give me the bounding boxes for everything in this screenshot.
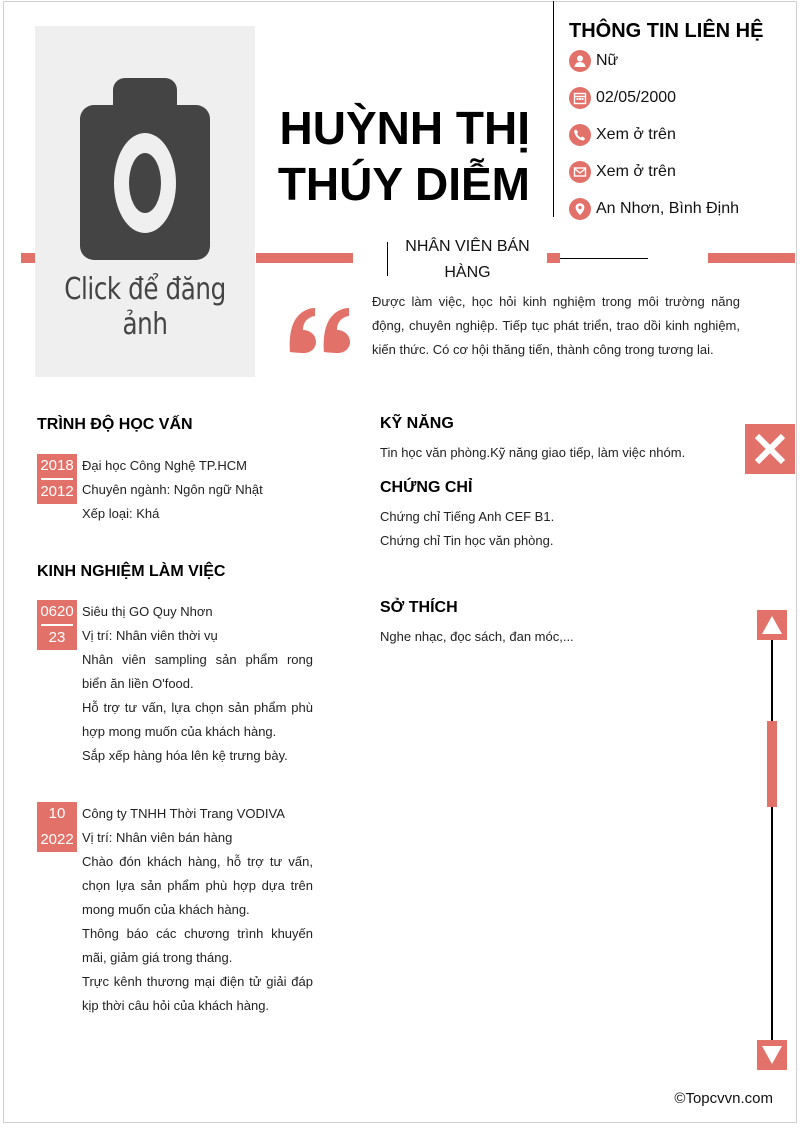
job-title-divider: [387, 242, 388, 276]
experience-date-1: [37, 600, 77, 650]
job-title-line-1: NHÂN VIÊN BÁN: [405, 238, 530, 255]
career-objective: Được làm việc, học hỏi kinh nghiệm trong môi trường năng động, chuyên nghiệp. Tiếp tục phát triển, trao dồi kinh nghiệm, kiến thức. Có cơ hội thăng tiến, thành công trong tương lai.: [372, 294, 740, 357]
experience-2-position: Vị trí: Nhân viên bán hàng: [82, 830, 233, 845]
experience-2-duty: Chào đón khách hàng, hỗ trợ tư vấn, chọn lựa sản phẩm phù hợp dựa trên mong muốn của khách hàng.: [82, 854, 313, 917]
skills-title: KỸ NĂNG: [380, 415, 454, 432]
education-date: [37, 454, 77, 504]
education-school: Đại học Công Nghệ TP.HCM: [82, 458, 247, 473]
education-date-top: 2018: [40, 457, 74, 474]
scroll-thumb[interactable]: [767, 721, 777, 807]
arrow-up-icon: [762, 616, 782, 634]
scroll-track[interactable]: [771, 640, 773, 1040]
phone-text: Xem ở trên: [596, 126, 676, 143]
experience-2-duty: Trực kênh thương mại điện tử giải đáp kịp thời câu hỏi của khách hàng.: [82, 974, 313, 1013]
experience-2-date-top: 10: [48, 805, 66, 822]
education-major: Chuyên ngành: Ngôn ngữ Nhật: [82, 482, 263, 497]
accent-bar-mid: [256, 253, 353, 263]
footer-watermark: ©Topcvvn.com: [674, 1090, 773, 1107]
camera-lens-inner: [129, 153, 161, 213]
scroll-down-button[interactable]: [757, 1040, 787, 1070]
name-line-1: HUỲNH THỊ: [279, 102, 530, 154]
full-name: [270, 100, 530, 212]
contact-title: THÔNG TIN LIÊN HỆ: [569, 20, 764, 42]
experience-2-duty: Thông báo các chương trình khuyến mãi, giảm giá trong tháng.: [82, 926, 313, 965]
arrow-down-icon: [762, 1046, 782, 1064]
certificates-title: CHỨNG CHỈ: [380, 479, 473, 496]
experience-entry-1: [82, 600, 313, 768]
job-title-line-2: HÀNG: [444, 264, 491, 281]
experience-1-duty: Nhân viên sampling sản phẩm rong biển ăn liền O'food.: [82, 652, 313, 691]
experience-2-company: Công ty TNHH Thời Trang VODIVA: [82, 806, 285, 821]
address-text: An Nhơn, Bình Định: [596, 200, 740, 217]
accent-bar-left: [21, 253, 35, 263]
certificate-item: Chứng chỉ Tiếng Anh CEF B1.: [380, 509, 555, 524]
calendar-icon: [569, 87, 591, 109]
contact-phone: [569, 123, 676, 147]
photo-upload-label[interactable]: Click để đăng ảnh: [64, 272, 226, 342]
hobbies-text: Nghe nhạc, đọc sách, đan móc,...: [380, 629, 574, 644]
education-date-bottom: 2012: [40, 483, 74, 500]
education-title: TRÌNH ĐỘ HỌC VẤN: [37, 416, 193, 433]
experience-2-date-bottom: 2022: [40, 831, 74, 848]
name-line-2: THÚY DIỄM: [277, 158, 530, 210]
email-text: Xem ở trên: [596, 163, 676, 180]
experience-title: KINH NGHIỆM LÀM VIỆC: [37, 563, 226, 580]
close-button[interactable]: [745, 424, 795, 474]
thin-line: [560, 258, 648, 259]
birthday-text: 02/05/2000: [596, 89, 677, 106]
person-icon: [569, 50, 591, 72]
phone-icon: [569, 124, 591, 146]
experience-1-position: Vị trí: Nhân viên thời vụ: [82, 628, 218, 643]
header-divider: [553, 1, 554, 217]
quote-icon: [288, 306, 354, 359]
experience-1-duty: Sắp xếp hàng hóa lên kệ trưng bày.: [82, 748, 288, 763]
experience-1-date-bottom: 23: [48, 629, 66, 646]
location-icon: [569, 198, 591, 220]
contact-address: [569, 197, 739, 221]
contact-gender: [569, 49, 618, 73]
scroll-up-button[interactable]: [757, 610, 787, 640]
education-grade: Xếp loại: Khá: [82, 506, 160, 521]
certificates-list: [380, 505, 740, 553]
certificate-item: Chứng chỉ Tin học văn phòng.: [380, 533, 554, 548]
accent-bar-small: [547, 253, 560, 263]
experience-1-duty: Hỗ trợ tư vấn, lựa chọn sản phẩm phù hợp mong muốn của khách hàng.: [82, 700, 313, 739]
email-icon: [569, 161, 591, 183]
contact-email: [569, 160, 676, 184]
experience-entry-2: [82, 802, 313, 1018]
experience-date-2: [37, 802, 77, 852]
hobbies-title: SỞ THÍCH: [380, 599, 458, 616]
close-icon: [753, 432, 787, 466]
skills-text: Tin học văn phòng.Kỹ năng giao tiếp, làm việc nhóm.: [380, 445, 686, 460]
experience-1-date-top: 0620: [40, 603, 74, 620]
job-title: [390, 234, 545, 286]
education-details: [82, 454, 313, 526]
gender-text: Nữ: [596, 52, 619, 69]
accent-bar-right: [708, 253, 795, 263]
experience-1-company: Siêu thị GO Quy Nhơn: [82, 604, 213, 619]
contact-birthday: [569, 86, 676, 110]
